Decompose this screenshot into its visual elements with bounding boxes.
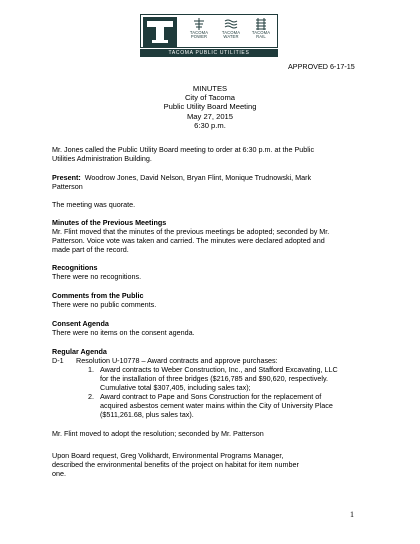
header-minutes: MINUTES bbox=[192, 84, 228, 93]
public-comments-section bbox=[52, 292, 382, 310]
header-date: May 27, 2015 bbox=[186, 111, 233, 121]
page-number: 1 bbox=[350, 510, 354, 519]
previous-meetings-line-1: Mr. Flint moved that the minutes of the previous meetings be adopted; seconded by Mr. bbox=[52, 226, 330, 236]
motion-paragraph: Mr. Flint moved to adopt the resolution; seconded by Mr. Patterson bbox=[52, 429, 264, 438]
present-line-1: Woodrow Jones, David Nelson, Bryan Flint, Monique Trudnowski, Mark bbox=[84, 173, 312, 182]
recognitions-section bbox=[52, 264, 382, 282]
previous-meetings-heading: Minutes of the Previous Meetings bbox=[52, 218, 167, 227]
logo-power-line1: TACOMA bbox=[189, 30, 209, 35]
previous-meetings-line-3: made part of the record. bbox=[52, 244, 129, 254]
volkhardt-line-2: described the environmental benefits of the project on habitat for item number bbox=[52, 459, 299, 469]
logo-power-line2: POWER bbox=[190, 34, 208, 40]
sub-item-1-line-2: for the installation of three bridges ($216,785 and $90,620, respectively. bbox=[100, 373, 329, 383]
logo-rail-cell bbox=[245, 17, 277, 45]
sub-item-1-line-1: Award contracts to Weber Construction, Inc., and Stafford Excavating, LLC bbox=[100, 365, 338, 374]
intro-paragraph bbox=[52, 146, 382, 164]
t-letter-icon bbox=[143, 17, 177, 47]
logo-frame bbox=[140, 14, 278, 48]
tacoma-public-utilities-logo bbox=[140, 14, 278, 58]
consent-agenda-text: There were no items on the consent agenda. bbox=[52, 327, 195, 337]
approved-stamp: APPROVED 6-17-15 bbox=[288, 62, 355, 71]
sub-item-1 bbox=[100, 366, 390, 393]
intro-line-2: Utilities Administration Building. bbox=[52, 153, 152, 163]
volkhardt-line-3: one. bbox=[52, 468, 66, 478]
sub-item-2-line-2: acquired asbestos cement water mains within the City of University Place bbox=[100, 400, 333, 410]
regular-agenda-heading-text: Regular Agenda bbox=[52, 347, 107, 356]
consent-agenda-heading: Consent Agenda bbox=[52, 319, 109, 328]
agenda-item-id: D-1 bbox=[52, 356, 64, 365]
logo-water-cell bbox=[215, 17, 247, 45]
previous-meetings-line-2: Patterson. Voice vote was taken and carried. The minutes were declared adopted and bbox=[52, 235, 325, 245]
minutes-header bbox=[0, 84, 420, 130]
logo-t-block bbox=[143, 17, 177, 47]
public-comments-heading: Comments from the Public bbox=[52, 291, 144, 300]
rail-icon bbox=[254, 17, 268, 31]
recognitions-text: There were no recognitions. bbox=[52, 271, 142, 281]
recognitions-heading: Recognitions bbox=[52, 263, 98, 272]
volkhardt-paragraph bbox=[52, 452, 382, 479]
power-icon bbox=[192, 17, 206, 31]
quorate-paragraph: The meeting was quorate. bbox=[52, 200, 136, 209]
sub-item-2 bbox=[100, 393, 390, 420]
logo-water-line1: TACOMA bbox=[221, 30, 241, 35]
sub-item-1-number: 1. bbox=[88, 365, 94, 374]
agenda-item-title: Resolution U-10778 – Award contracts and approve purchases: bbox=[76, 356, 278, 365]
sub-item-2-line-1: Award contract to Pape and Sons Construction for the replacement of bbox=[100, 392, 322, 401]
consent-agenda-section bbox=[52, 320, 382, 338]
water-icon bbox=[224, 17, 238, 31]
present-line-2: Patterson bbox=[52, 181, 83, 191]
sub-item-2-line-3: ($511,261.68, plus sales tax). bbox=[100, 409, 194, 419]
logo-power-cell bbox=[183, 17, 215, 45]
present-paragraph bbox=[52, 174, 382, 192]
sub-item-1-line-3: Cumulative total $307,405, including sales tax); bbox=[100, 382, 251, 392]
volkhardt-line-1: Upon Board request, Greg Volkhardt, Environmental Programs Manager, bbox=[52, 451, 284, 460]
logo-banner: TACOMA PUBLIC UTILITIES bbox=[140, 49, 278, 57]
logo-rail-line1: TACOMA bbox=[251, 30, 271, 35]
logo-water-line2: WATER bbox=[223, 34, 239, 40]
header-meeting: Public Utility Board Meeting bbox=[163, 102, 257, 112]
public-comments-text: There were no public comments. bbox=[52, 299, 157, 309]
header-city: City of Tacoma bbox=[184, 93, 236, 103]
header-time: 6:30 p.m. bbox=[194, 120, 226, 130]
logo-rail-line2: RAIL bbox=[256, 34, 266, 40]
present-label: Present: bbox=[52, 173, 81, 182]
sub-item-2-number: 2. bbox=[88, 392, 94, 401]
intro-line-1: Mr. Jones called the Public Utility Board meeting to order at 6:30 p.m. at the Public bbox=[52, 145, 315, 154]
previous-meetings-section bbox=[52, 219, 382, 255]
